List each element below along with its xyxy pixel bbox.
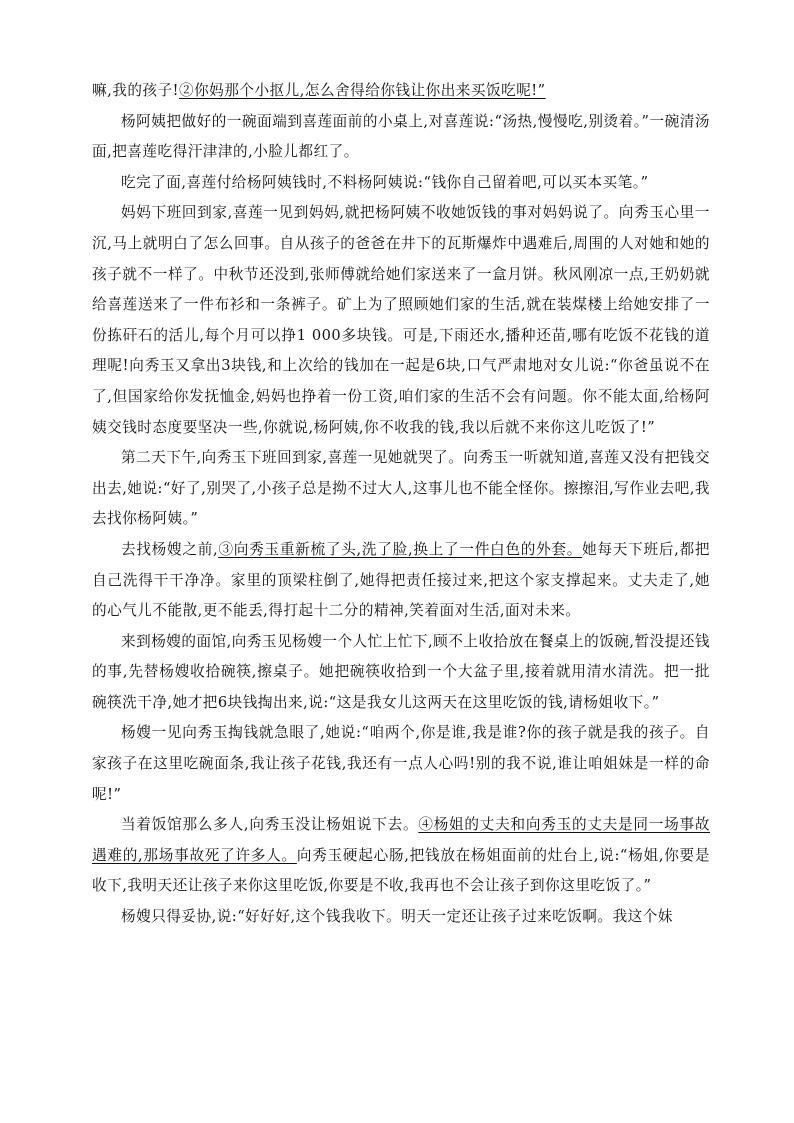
story-body (92, 76, 710, 933)
text-segment: 妈妈下班回到家,喜莲一见到妈妈,就把杨阿姨不收她饭钱的事对妈妈说了。向秀玉心里一沉,马上就明白了怎么回事。自从孩子的爸爸在井下的瓦斯爆炸中遇难后,周围的人对她和她的孩子就不一样了。中秋节还没到,张师傅就给她们家送来了一盒月饼。秋风刚凉一点,王奶奶就给喜莲送来了一件布衫和一条裤子。矿上为了照顾她们家的生活,就在装煤楼上给她安排了一份拣矸石的活儿,每个月可以挣1 000多块钱。可是,下雨还水,播种还苗,哪有吃饭不花钱的道理呢!向秀玉又拿出3块钱,和上次给的钱加在一起是6块,口气严肃地对女儿说:“你爸虽说不在了,但国家给你发抚恤金,妈妈也挣着一份工资,咱们家的生活不会有问题。你不能太面,给杨阿姨交钱时态度要坚决一些,你就说,杨阿姨,你不收我的钱,我以后就不来你这儿吃饭了!” (92, 204, 710, 436)
paragraph (92, 902, 710, 933)
paragraph (92, 443, 710, 535)
text-segment: 嘛,我的孩子! (92, 82, 179, 99)
text-segment: 杨嫂只得妥协,说:“好好好,这个钱我收下。明天一定还让孩子过来吃饭啊。我这个妹 (121, 908, 673, 926)
text-segment: 吃完了面,喜莲付给杨阿姨钱时,不料杨阿姨说:“钱你自己留着吧,可以买本买笔。” (121, 173, 649, 191)
underlined-sentence: ④杨姐的丈夫和向秀玉的丈夫是同一场事故遇难的,那场事故死了许多人。 (92, 816, 710, 864)
text-segment: 杨嫂一见向秀玉掏钱就急眼了,她说:“咱两个,你是谁,我是谁?你的孩子就是我的孩子。自家孩子在这里吃碗面条,我让孩子花钱,我还有一点人心吗!别的我不说,谁让咱姐妹是一样的命呢!” (92, 724, 710, 803)
text-segment: 当着饭馆那么多人,向秀玉没让杨姐说下去。 (121, 816, 419, 834)
text-segment: 她每天下班后,都把自己洗得干干净净。家里的顶梁柱倒了,她得把责任接过来,把这个家支撑起来。丈夫走了,她的心气儿不能散,更不能丢,得打起十二分的精神,笑着面对生活,面对未来。 (92, 540, 711, 620)
text-segment: 来到杨嫂的面馆,向秀玉见杨嫂一个人忙上忙下,顾不上收拾放在餐桌上的饭碗,暂没提还钱的事,先替杨嫂收拾碗筷,擦桌子。她把碗筷收拾到一个大盆子里,接着就用清水清洗。把一批碗筷洗干净,她才把6块钱掏出来,说:“这是我女儿这两天在这里吃饭的钱,请杨姐收下。” (92, 632, 710, 711)
paragraph (92, 535, 710, 627)
paragraph (92, 168, 710, 199)
paragraph (92, 718, 710, 810)
underlined-sentence: ③向秀玉重新梳了头,洗了脸,换上了一件白色的外套。 (218, 540, 583, 558)
paragraph (92, 76, 710, 107)
paragraph (92, 107, 710, 168)
text-segment: 去找杨嫂之前, (121, 540, 219, 558)
document-page (92, 76, 710, 933)
paragraph (92, 810, 710, 902)
text-segment: 杨阿姨把做好的一碗面端到喜莲面前的小桌上,对喜莲说:“汤热,慢慢吃,别烫着。”一碗清汤面,把喜莲吃得汗津津的,小脸儿都红了。 (92, 112, 710, 161)
paragraph (92, 627, 710, 719)
underlined-sentence: ②你妈那个小抠儿,怎么舍得给你钱让你出来买饭吃呢!” (178, 82, 546, 99)
paragraph (92, 198, 710, 443)
text-segment: 第二天下午,向秀玉下班回到家,喜莲一见她就哭了。向秀玉一听就知道,喜莲又没有把钱交出去,她说:“好了,别哭了,小孩子总是拗不过大人,这事儿也不能全怪你。擦擦泪,写作业去吧,我去找你杨阿姨。” (92, 449, 710, 528)
text-segment: 向秀玉硬起心肠,把钱放在杨姐面前的灶台上,说:“杨姐,你要是收下,我明天还让孩子来你这里吃饭,你要是不收,我再也不会让孩子到你这里吃饭了。” (92, 846, 710, 895)
